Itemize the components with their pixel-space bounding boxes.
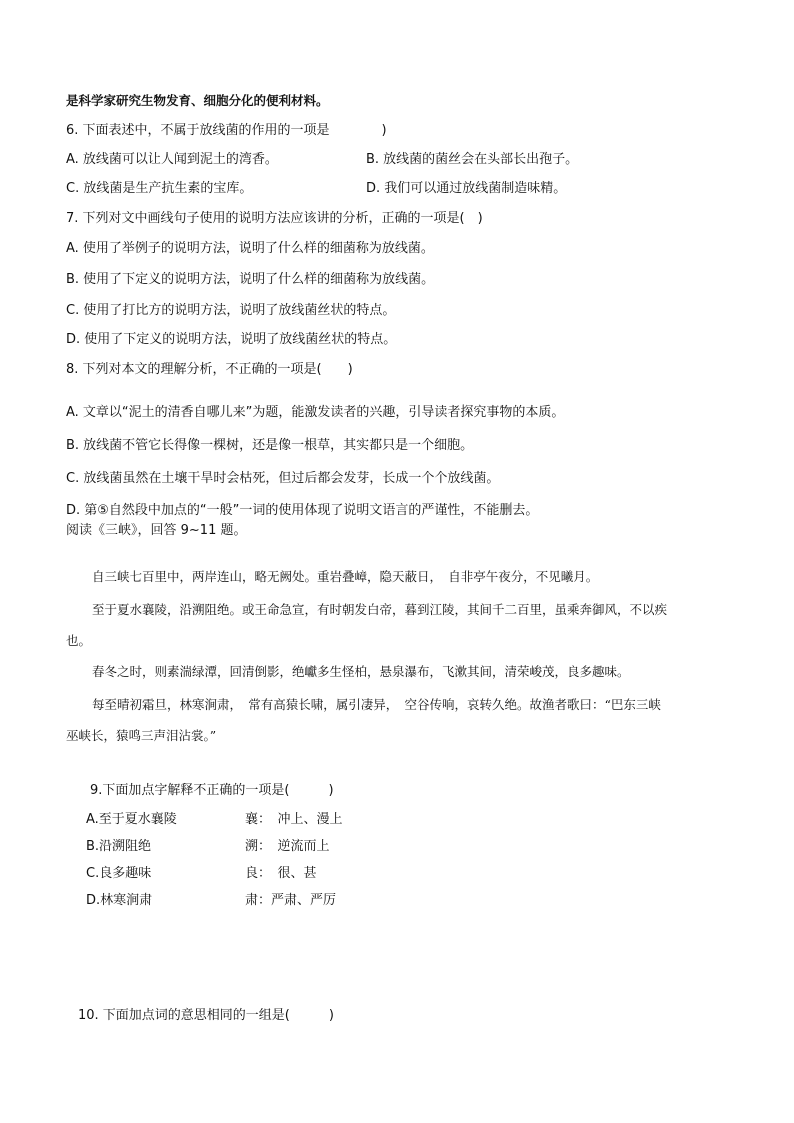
passage-paragraph-1: 自三峡七百里中，两岸连山，略无阙处。重岩叠嶂，隐天蔽日， 自非亭午夜分，不见曦月。 bbox=[92, 569, 599, 584]
q9-row-c-phrase: C.良多趣味 bbox=[86, 866, 152, 881]
passage-paragraph-4-cont: 巫峡长，猿鸣三声泪沾裳。” bbox=[66, 728, 217, 743]
intro-line: 是科学家研究生物发育、细胞分化的便利材料。 bbox=[66, 93, 329, 108]
q10-stem: 10. 下面加点词的意思相同的一组是( ) bbox=[78, 1008, 334, 1023]
passage-paragraph-3: 春冬之时，则素湍绿潭，回清倒影，绝巘多生怪柏，悬泉瀑布，飞漱其间，清荣峻茂，良多趣味。 bbox=[92, 664, 630, 679]
passage-paragraph-2: 至于夏水襄陵，沿溯阻绝。或王命急宣，有时朝发白帝，暮到江陵，其间千二百里，虽乘奔御风，不以疾 bbox=[92, 602, 668, 617]
q7-option-c: C. 使用了打比方的说明方法，说明了放线菌丝状的特点。 bbox=[66, 303, 396, 318]
q7-option-b: B. 使用了下定义的说明方法，说明了什么样的细菌称为放线菌。 bbox=[66, 272, 435, 287]
q8-option-c: C. 放线菌虽然在土壤干旱时会枯死，但过后都会发芽，长成一个个放线菌。 bbox=[66, 471, 500, 486]
q9-row-a-gloss: 襄： 冲上、漫上 bbox=[245, 812, 343, 827]
q9-row-d-gloss: 肃：严肃、严厉 bbox=[245, 893, 337, 908]
q9-row-d-phrase: D.林寒涧肃 bbox=[86, 893, 153, 908]
q9-row-a-phrase: A.至于夏水襄陵 bbox=[86, 812, 177, 827]
q7-option-d: D. 使用了下定义的说明方法，说明了放线菌丝状的特点。 bbox=[66, 332, 397, 347]
q8-stem: 8. 下列对本文的理解分析，不正确的一项是( ) bbox=[66, 362, 353, 377]
q6-option-b: B. 放线菌的菌丝会在头部长出孢子。 bbox=[366, 152, 579, 167]
q6-option-d: D. 我们可以通过放线菌制造味精。 bbox=[366, 181, 567, 196]
q8-option-a: A. 文章以“泥土的清香自哪儿来”为题，能激发读者的兴趣，引导读者探究事物的本质。 bbox=[66, 405, 565, 420]
reading-prompt: 阅读《三峡》，回答 9~11 题。 bbox=[66, 523, 247, 538]
passage-paragraph-2-cont: 也。 bbox=[66, 633, 92, 648]
q9-row-c-gloss: 良： 很、甚 bbox=[245, 866, 317, 881]
q9-row-b-gloss: 溯： 逆流而上 bbox=[245, 839, 330, 854]
q6-stem: 6. 下面表述中，不属于放线菌的作用的一项是 ) bbox=[66, 123, 387, 138]
passage-paragraph-4: 每至晴初霜旦，林寒涧肃， 常有高猿长啸，属引凄异， 空谷传响，哀转久绝。故渔者歌曰：“巴东三峡 bbox=[92, 697, 661, 712]
q9-stem: 9.下面加点字解释不正确的一项是( ) bbox=[90, 783, 334, 798]
q7-stem: 7. 下列对文中画线句子使用的说明方法应该讲的分析，正确的一项是( ) bbox=[66, 211, 483, 226]
q6-option-a: A. 放线菌可以让人闻到泥土的湾香。 bbox=[66, 152, 278, 167]
q8-option-b: B. 放线菌不管它长得像一棵树，还是像一根草，其实都只是一个细胞。 bbox=[66, 438, 474, 453]
q9-row-b-phrase: B.沿溯阻绝 bbox=[86, 839, 152, 854]
q6-option-c: C. 放线菌是生产抗生素的宝库。 bbox=[66, 181, 253, 196]
q8-option-d: D. 第⑤自然段中加点的“一般”一词的使用体现了说明文语言的严谨性，不能删去。 bbox=[66, 503, 539, 518]
q7-option-a: A. 使用了举例子的说明方法，说明了什么样的细菌称为放线菌。 bbox=[66, 241, 434, 256]
